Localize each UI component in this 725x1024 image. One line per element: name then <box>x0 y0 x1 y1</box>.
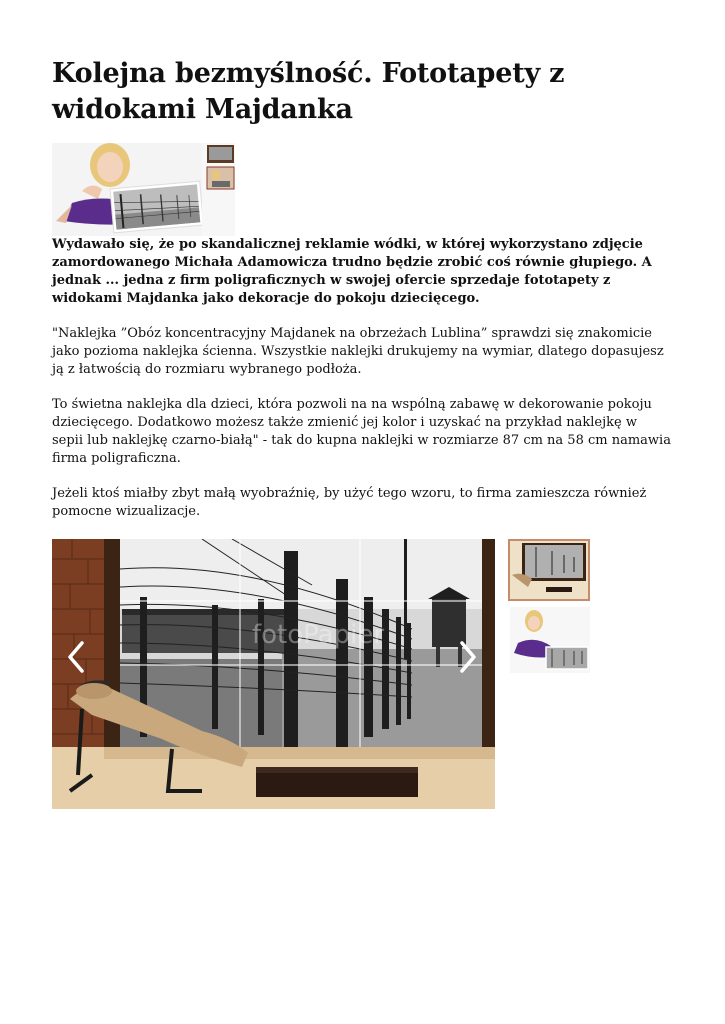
page-title: Kolejna bezmyślność. Fototapety z widokami Majdanka <box>52 58 565 125</box>
watermark-text: fotoPapier <box>252 620 385 650</box>
gallery-main-image <box>52 539 590 809</box>
chevron-right-icon[interactable] <box>456 639 480 675</box>
body-paragraph-3: Jeżeli ktoś miałby zbyt małą wyobraźnię, by użyć tego wzoru, to firma zamieszcza również pomocne wizualizacje. <box>52 486 647 519</box>
image-gallery <box>52 539 590 809</box>
body-paragraph-1: "Naklejka ”Obóz koncentracyjny Majdanek na obrzeżach Lublina” sprawdzi się znakomicie jako pozioma naklejka ścienna. Wszystkie naklejki drukujemy na wymiar, dlatego dopasujesz ją z łatwością do rozmiaru wybranego podłoża. <box>52 326 664 377</box>
body-paragraph-2: To świetna naklejka dla dzieci, która pozwoli na na wspólną zabawę w dekorowanie pokoju dziecięcego. Dodatkowo możesz także zmienić jej kolor i uzyskać na przykład naklejkę w sepii lub naklejkę czarno-białą" - tak do kupna naklejki w rozmiarze 87 cm na 58 cm namawia firma poligraficzna. <box>52 397 671 466</box>
article-thumbnail <box>52 143 235 236</box>
chevron-left-icon[interactable] <box>64 639 88 675</box>
lead-paragraph: Wydawało się, że po skandalicznej reklamie wódki, w której wykorzystano zdjęcie zamordowanego Michała Adamowicza trudno będzie zrobić coś równie głupiego. A jednak ... jedna z firm poligraficznych w swojej ofercie sprzedaje fototapety z widokami Majdanka jako dekoracje do pokoju dziecięcego. <box>52 237 652 306</box>
